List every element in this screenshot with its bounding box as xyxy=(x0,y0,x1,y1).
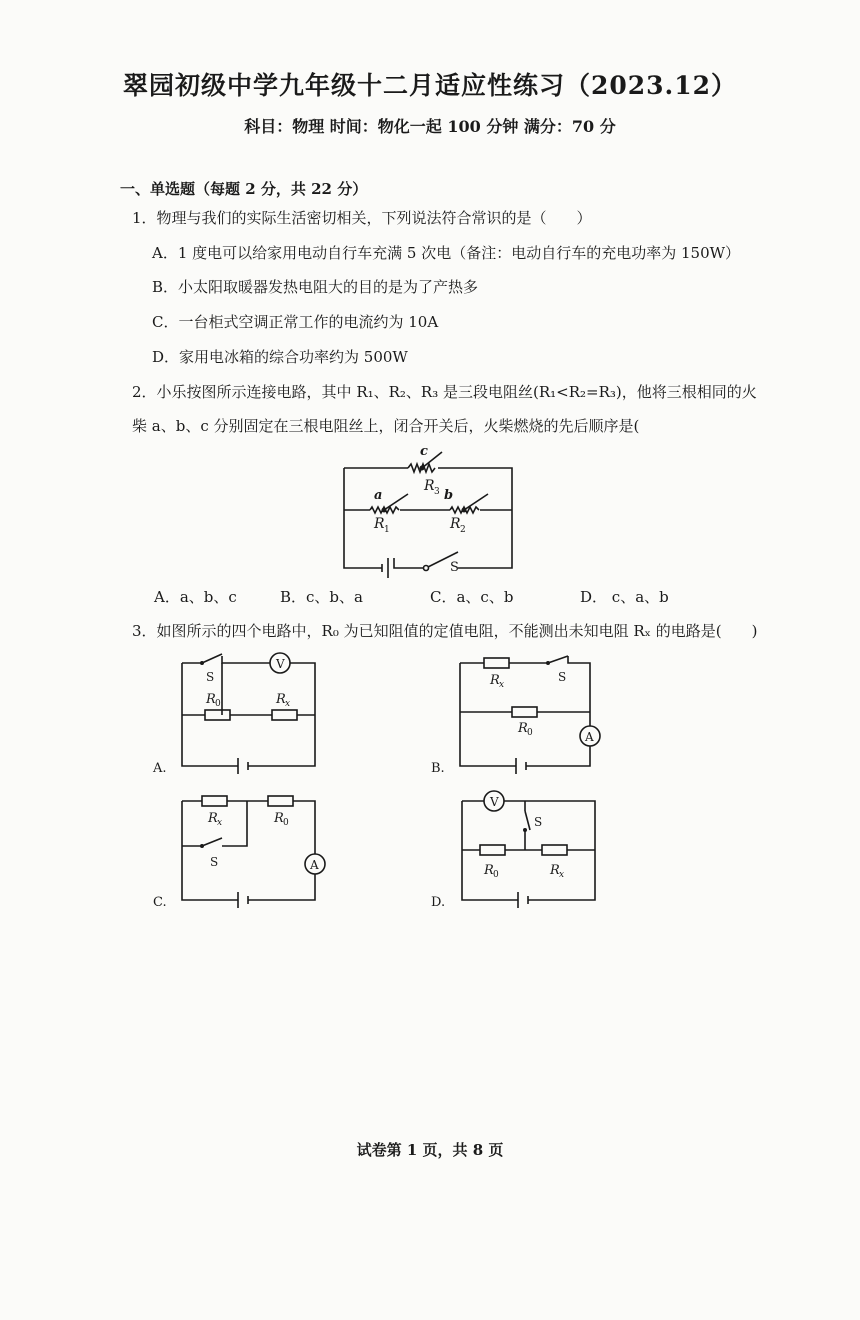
question-1-option-a: A．1 度电可以给家用电动自行车充满 5 次电（备注：电动自行车的充电功率为 150W） xyxy=(152,244,741,262)
q2-switch-pivot xyxy=(424,566,429,571)
q2-label-s: S xyxy=(450,560,459,575)
q3b-label-r0: R xyxy=(518,721,528,736)
q3-circuit-b xyxy=(430,648,610,778)
q3c-resistor-rx xyxy=(202,796,227,806)
q2-label-r1: R xyxy=(374,516,385,532)
q3a-label-r0: R xyxy=(206,692,216,707)
q2-label-r3-sub: 3 xyxy=(434,487,440,497)
q3d-label-rx-sub: x xyxy=(559,870,565,880)
question-1-option-b: B．小太阳取暖器发热电阻大的目的是为了产热多 xyxy=(152,278,479,296)
q3-circuit-d xyxy=(430,786,610,914)
q3b-meter-label: A xyxy=(585,730,594,744)
q2-label-r3: R xyxy=(424,478,435,494)
question-2-option-a: A．a、b、c xyxy=(154,588,237,606)
question-2-option-c: C．a、c、b xyxy=(430,588,514,606)
q2-label-r2-sub: 2 xyxy=(460,525,466,535)
q3a-letter: A. xyxy=(153,761,167,776)
question-2-option-b: B．c、b、a xyxy=(280,588,363,606)
q3b-letter: B. xyxy=(431,761,445,776)
question-1-option-d: D．家用电冰箱的综合功率约为 500W xyxy=(152,348,408,366)
q3a-label-rx-sub: x xyxy=(285,699,291,709)
q3d-switch xyxy=(525,811,530,830)
q3a-switch xyxy=(202,654,222,663)
q3c-label-rx: R xyxy=(208,811,218,826)
q3c-label-rx-sub: x xyxy=(217,818,223,828)
section-heading: 一、单选题（每题 2 分，共 22 分） xyxy=(120,180,368,198)
question-1-stem: 1．物理与我们的实际生活密切相关，下列说法符合常识的是（ ） xyxy=(132,209,592,227)
exam-subtitle: 科目：物理 时间：物化一起 100 分钟 满分：70 分 xyxy=(244,117,616,136)
q2-label-c: c xyxy=(420,444,428,459)
q3-circuit-c xyxy=(150,786,330,914)
q3b-label-s: S xyxy=(558,670,567,684)
question-2-option-d: D． c、a、b xyxy=(580,588,669,606)
q3c-resistor-r0 xyxy=(268,796,293,806)
q3d-label-rx: R xyxy=(550,863,560,878)
q3a-meter-label: V xyxy=(276,657,285,671)
q3d-letter: D. xyxy=(431,895,446,910)
q3a-battery xyxy=(238,758,248,774)
q3c-switch xyxy=(202,838,222,846)
q3c-letter: C. xyxy=(153,895,167,910)
q3a-wires-inner xyxy=(182,663,315,715)
q2-label-a: a xyxy=(374,488,383,503)
q3d-meter-label: V xyxy=(490,795,499,809)
q2-label-b: b xyxy=(444,488,454,503)
q3d-label-r0-sub: 0 xyxy=(493,870,499,880)
page-footer: 试卷第 1 页，共 8 页 xyxy=(356,1141,504,1159)
q3b-resistor-rx xyxy=(484,658,509,668)
q3c-wires xyxy=(182,801,315,900)
exam-title: 翠园初级中学九年级十二月适应性练习（2023.12） xyxy=(122,71,738,100)
q3b-wires xyxy=(460,656,590,766)
q3c-battery xyxy=(238,892,248,908)
question-2-circuit-figure xyxy=(330,440,530,580)
q2-label-r1-sub: 1 xyxy=(384,525,390,535)
q3-circuit-a xyxy=(150,648,330,778)
q3a-label-rx: R xyxy=(276,692,286,707)
q2-label-r2: R xyxy=(450,516,461,532)
q3d-label-s: S xyxy=(534,815,543,829)
q3c-label-r0: R xyxy=(274,811,284,826)
question-3-stem: 3．如图所示的四个电路中，R₀ 为已知阻值的定值电阻，不能测出未知电阻 Rₓ 的电路是( ) xyxy=(132,622,758,640)
q3a-label-r0-sub: 0 xyxy=(215,699,221,709)
q3b-battery xyxy=(516,758,526,774)
q3b-label-r0-sub: 0 xyxy=(527,728,533,738)
q3c-label-s: S xyxy=(210,855,219,869)
q3a-label-s: S xyxy=(206,670,215,684)
q3a-wires xyxy=(182,656,315,766)
q3d-resistor-rx xyxy=(542,845,567,855)
q3c-meter-label: A xyxy=(310,858,319,872)
q3b-resistor-r0 xyxy=(512,707,537,717)
q3a-resistor-rx xyxy=(272,710,297,720)
q3d-battery xyxy=(518,892,528,908)
q3d-resistor-r0 xyxy=(480,845,505,855)
question-2-stem-line1: 2．小乐按图所示连接电路，其中 R₁、R₂、R₃ 是三段电阻丝(R₁<R₂=R₃)，他将三根相同的火 xyxy=(132,383,757,401)
q3a-resistor-r0 xyxy=(205,710,230,720)
q3b-label-rx: R xyxy=(490,673,500,688)
q3d-label-r0: R xyxy=(484,863,494,878)
question-2-stem-line2: 柴 a、b、c 分别固定在三根电阻丝上，闭合开关后，火柴燃烧的先后顺序是( xyxy=(132,417,640,435)
question-1-option-c: C．一台柜式空调正常工作的电流约为 10A xyxy=(152,313,439,331)
q3b-switch xyxy=(548,656,568,663)
q3b-label-rx-sub: x xyxy=(499,680,505,690)
q3c-label-r0-sub: 0 xyxy=(283,818,289,828)
